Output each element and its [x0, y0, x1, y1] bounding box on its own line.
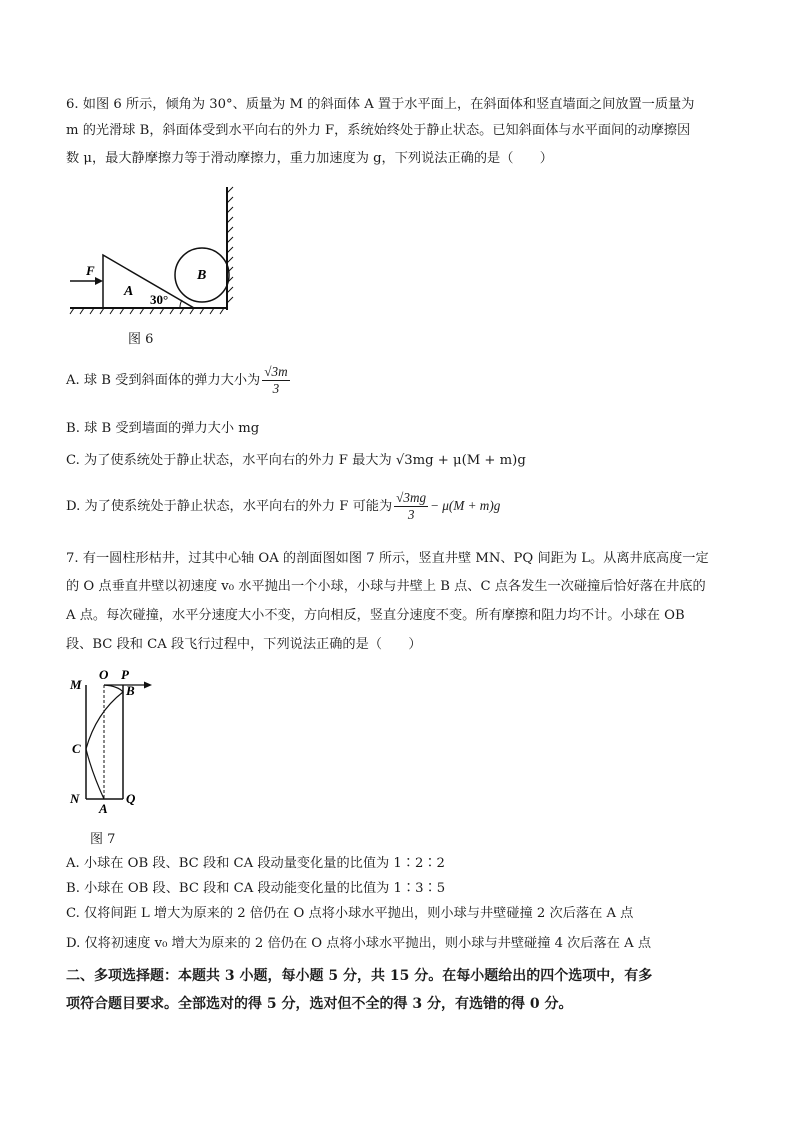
- figure-6-diagram: [66, 183, 246, 315]
- section-2-heading-line-2: 项符合题目要求。全部选对的得 5 分，选对但不全的得 3 分，有选错的得 0 分。: [66, 996, 573, 1012]
- wedge-a: [103, 255, 194, 308]
- velocity-arrow-head: [144, 682, 152, 689]
- label-q: Q: [126, 791, 136, 806]
- angle-arc: [180, 300, 182, 308]
- q6-option-a-text: A. 球 B 受到斜面体的弹力大小为: [66, 373, 261, 388]
- label-p: P: [121, 667, 129, 682]
- q6-option-a-numerator: √3m: [264, 364, 288, 379]
- q6-option-a-fraction: [262, 364, 289, 397]
- force-arrow-head: [95, 277, 103, 285]
- section-2-heading-line-1: 二、多项选择题：本题共 3 小题，每小题 5 分，共 15 分。在每小题给出的四个选项中，有多: [66, 968, 653, 984]
- figure-6-caption: 图 6: [128, 332, 154, 347]
- label-b: B: [126, 683, 135, 698]
- q6-option-d-numerator: √3mg: [396, 490, 427, 505]
- q7-stem-line-1: 7. 有一圆柱形枯井，过其中心轴 OA 的剖面图如图 7 所示，竖直井壁 MN、PQ 间距为 L。从离井底高度一定: [66, 551, 709, 566]
- label-m: M: [70, 677, 82, 692]
- q6-stem-line-1: 6. 如图 6 所示，倾角为 30°、质量为 M 的斜面体 A 置于水平面上，在斜面体和竖直墙面之间放置一质量为: [66, 97, 695, 112]
- q7-stem-line-2: 的 O 点垂直井壁以初速度 v₀ 水平抛出一个小球，小球与井壁上 B 点、C 点各发生一次碰撞后恰好落在井底的: [66, 579, 706, 594]
- q6-option-d-fraction: [394, 490, 428, 523]
- figure-7-caption: 图 7: [90, 832, 116, 847]
- label-a: A: [99, 801, 108, 815]
- figure-7-diagram: [66, 665, 162, 815]
- label-ball-b: B: [197, 268, 207, 283]
- q7-stem-line-4: 段、BC 段和 CA 段飞行过程中，下列说法正确的是（ ）: [66, 637, 422, 652]
- q6-stem-line-2: m 的光滑球 B，斜面体受到水平向右的外力 F，系统始终处于静止状态。已知斜面体与水平面间的动摩擦因: [66, 123, 691, 138]
- q6-option-d-suffix: − μ(M + m)g: [430, 498, 501, 513]
- q6-option-c: C. 为了使系统处于静止状态，水平向右的外力 F 最大为 √3mg + μ(M + m)g: [66, 453, 526, 468]
- q6-option-b: B. 球 B 受到墙面的弹力大小 mg: [66, 421, 260, 436]
- label-force-f: F: [86, 263, 95, 278]
- q6-option-d: [66, 490, 500, 523]
- q7-stem-line-3: A 点。每次碰撞，水平分速度大小不变，方向相反，竖直分速度不变。所有摩擦和阻力均不计。小球在 OB: [66, 608, 685, 623]
- q6-option-a-denominator: 3: [272, 381, 280, 396]
- label-o: O: [99, 667, 109, 682]
- label-n: N: [70, 791, 80, 806]
- label-c: C: [72, 741, 81, 756]
- q6-option-d-denominator: 3: [407, 507, 415, 522]
- q7-option-b: B. 小球在 OB 段、BC 段和 CA 段动能变化量的比值为 1∶3∶5: [66, 881, 446, 896]
- q7-option-d: D. 仅将初速度 v₀ 增大为原来的 2 倍仍在 O 点将小球水平抛出，则小球与井壁碰撞 4 次后落在 A 点: [66, 936, 652, 951]
- label-wedge-a: A: [124, 284, 134, 299]
- q7-option-c: C. 仅将间距 L 增大为原来的 2 倍仍在 O 点将小球水平抛出，则小球与井壁碰撞 2 次后落在 A 点: [66, 906, 634, 921]
- q6-option-d-text: D. 为了使系统处于静止状态，水平向右的外力 F 可能为: [66, 499, 393, 514]
- label-angle: 30°: [150, 292, 169, 307]
- q6-stem-line-3: 数 μ，最大静摩擦力等于滑动摩擦力，重力加速度为 g，下列说法正确的是（ ）: [66, 151, 553, 166]
- q6-option-a: [66, 364, 292, 397]
- q7-option-a: A. 小球在 OB 段、BC 段和 CA 段动量变化量的比值为 1∶2∶2: [66, 856, 445, 871]
